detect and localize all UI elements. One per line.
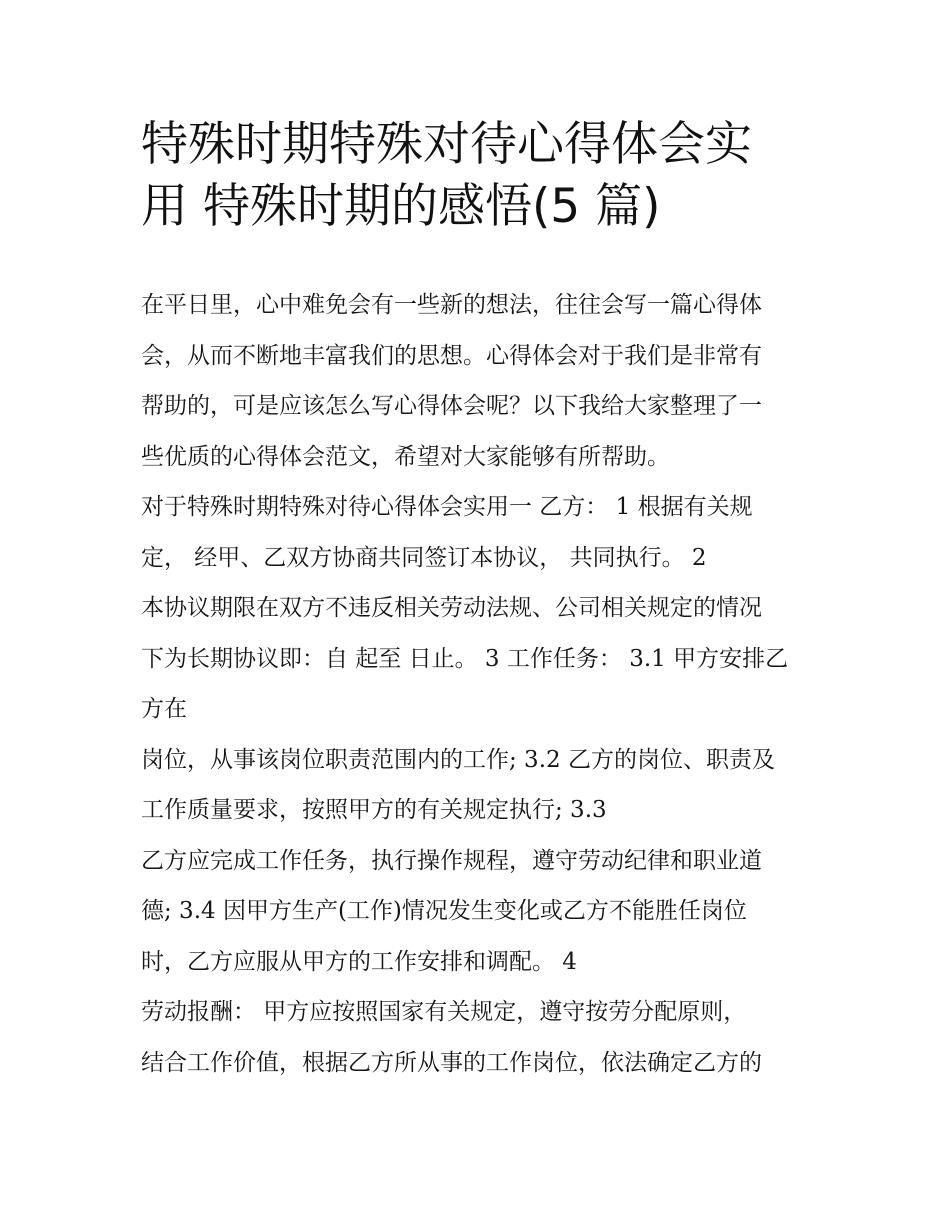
body-line: 些优质的心得体会范文，希望对大家能够有所帮助。 <box>141 443 670 470</box>
body-line: 本协议期限在双方不违反相关劳动法规、公司相关规定的情况 <box>141 595 762 621</box>
body-line: 德; 3.4 因甲方生产(工作)情况发生变化或乙方不能胜任岗位 <box>141 898 747 924</box>
body-line: 在平日里，心中难免会有一些新的想法，往往会写一篇心得体 <box>141 292 762 318</box>
body-line: 会，从而不断地丰富我们的思想。心得体会对于我们是非常有 <box>141 342 762 369</box>
body-line: 劳动报酬： 甲方应按照国家有关规定，遵守按劳分配原则， <box>141 999 747 1025</box>
body-line: 对于特殊时期特殊对待心得体会实用一 乙方： 1 根据有关规 <box>141 494 753 520</box>
body-line: 定， 经甲、乙双方协商共同签订本协议， 共同执行。 2 <box>141 544 707 571</box>
title-line: 特殊时期特殊对待心得体会实 <box>141 117 752 172</box>
document-body <box>141 280 831 1088</box>
body-line: 方在 <box>141 696 187 722</box>
document-title <box>141 114 821 238</box>
body-line: 乙方应完成工作任务，执行操作规程，遵守劳动纪律和职业道 <box>141 847 762 874</box>
body-line: 岗位，从事该岗位职责范围内的工作; 3.2 乙方的岗位、职责及 <box>141 746 775 773</box>
body-line: 结合工作价值，根据乙方所从事的工作岗位，依法确定乙方的 <box>141 1049 762 1076</box>
body-line: 时，乙方应服从甲方的工作安排和调配。 4 <box>141 948 577 975</box>
body-line: 工作质量要求，按照甲方的有关规定执行; 3.3 <box>141 797 607 823</box>
title-line: 用 特殊时期的感悟(5 篇) <box>141 179 661 234</box>
body-line: 下为长期协议即：自 起至 日止。 3 工作任务： 3.1 甲方安排乙 <box>141 645 789 672</box>
body-line: 帮助的，可是应该怎么写心得体会呢？以下我给大家整理了一 <box>141 393 762 419</box>
